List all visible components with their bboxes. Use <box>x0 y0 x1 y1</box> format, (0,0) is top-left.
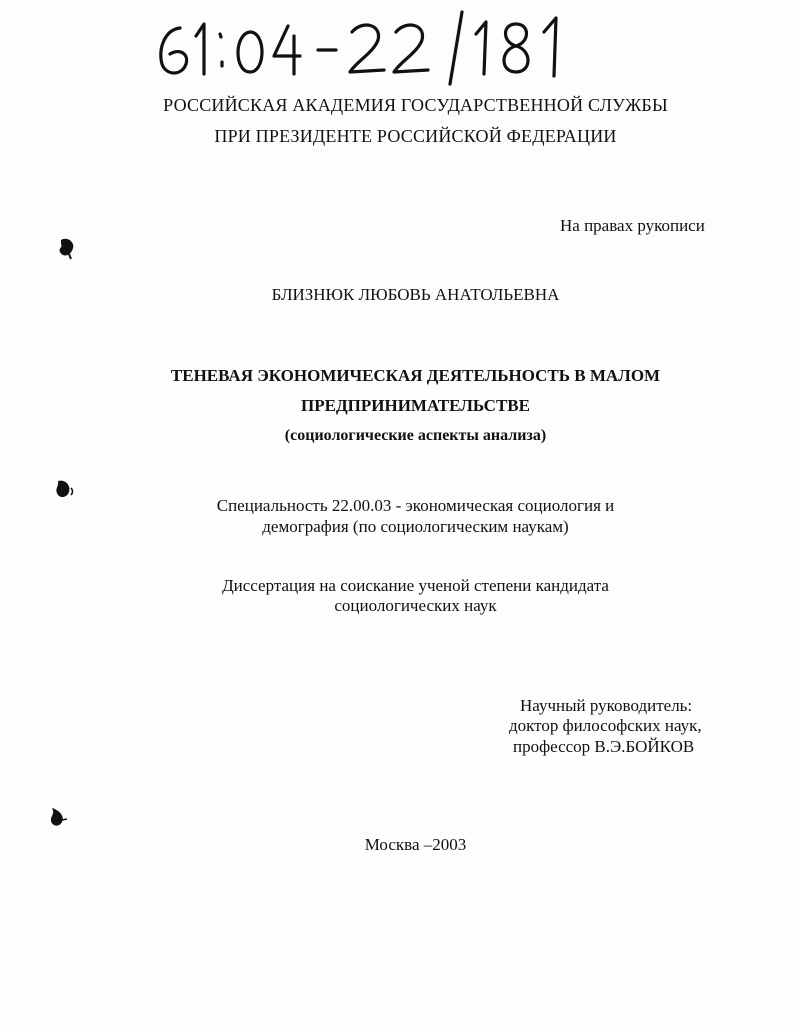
title-line-1: ТЕНЕВАЯ ЭКОНОМИЧЕСКАЯ ДЕЯТЕЛЬНОСТЬ В МАЛОМ <box>170 366 661 385</box>
supervisor-degree: доктор философских наук, <box>509 716 702 735</box>
manuscript-note: На правах рукописи <box>560 216 705 235</box>
dissertation-line-2: социологических наук <box>334 596 497 615</box>
title-line-2: ПРЕДПРИНИМАТЕЛЬСТВЕ <box>301 396 530 415</box>
city-year: Москва –2003 <box>364 835 467 854</box>
punch-hole-mark <box>47 806 67 830</box>
specialty-line-2: демография (по социологическим наукам) <box>262 517 569 536</box>
specialty-line-1: Специальность 22.00.03 - экономическая социология и <box>216 496 615 515</box>
subtitle: (социологические аспекты анализа) <box>284 427 547 444</box>
punch-hole-mark <box>54 478 74 502</box>
supervisor-title: профессор В.Э.БОЙКОВ <box>513 737 695 756</box>
handwritten-code-text: 61:04-22/181 <box>150 6 156 7</box>
supervisor-label: Научный руководитель: <box>520 696 693 715</box>
punch-hole-mark <box>57 236 77 260</box>
author-name: БЛИЗНЮК ЛЮБОВЬ АНАТОЛЬЕВНА <box>271 285 560 304</box>
handwritten-catalog-number <box>150 6 600 86</box>
dissertation-line-1: Диссертация на соискание ученой степени кандидата <box>222 576 609 595</box>
organization-line-2: ПРИ ПРЕЗИДЕНТЕ РОССИЙСКОЙ ФЕДЕРАЦИИ <box>214 126 617 146</box>
organization-line-1: РОССИЙСКАЯ АКАДЕМИЯ ГОСУДАРСТВЕННОЙ СЛУЖБЫ <box>163 95 668 115</box>
